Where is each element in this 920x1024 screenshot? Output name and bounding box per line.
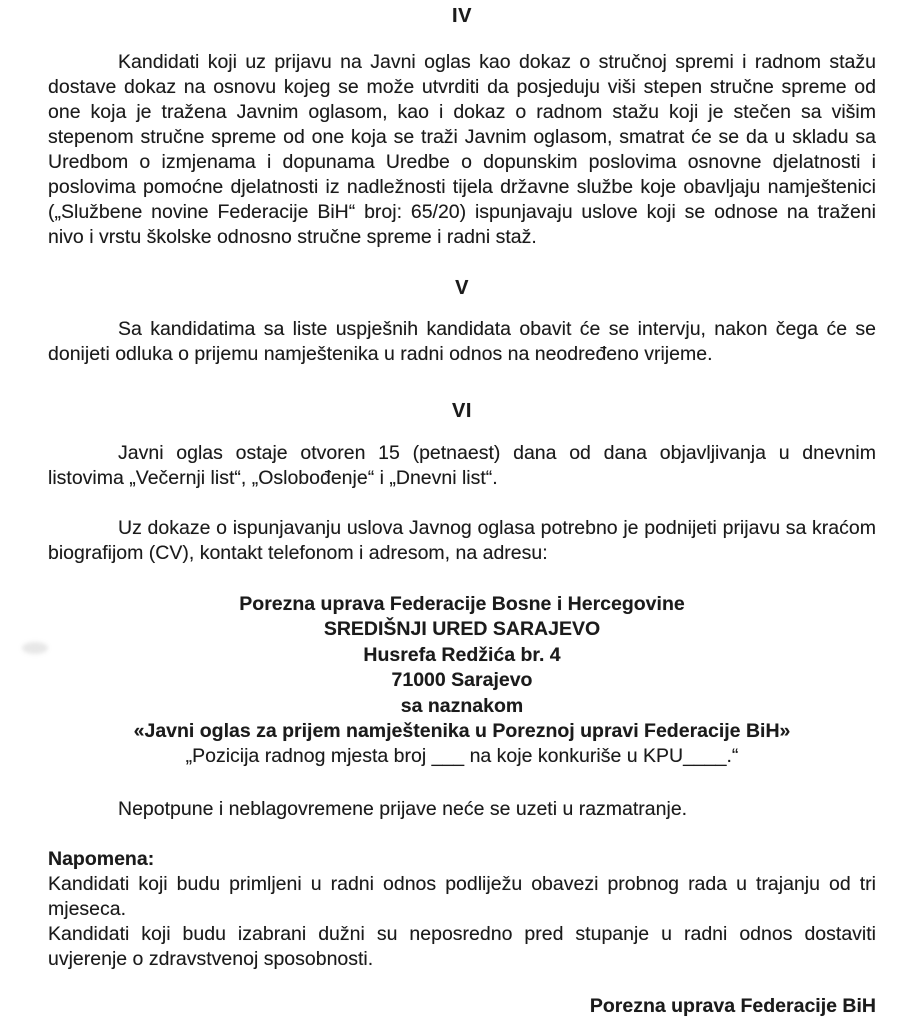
application-instructions-paragraph: Uz dokaze o ispunjavanju uslova Javnog oglasa potrebno je podnijeti prijavu sa kraćom biografijom (CV), kontakt telefonom i adresom, na adresu: [48,517,876,564]
address-line-subject: «Javni oglas za prijem namještenika u Poreznoj upravi Federacije BiH» [133,720,791,743]
section-v-paragraph: Sa kandidatima sa liste uspješnih kandidata obavit će se intervju, nakon čega će se donijeti odluka o prijemu namještenika u radni odnos na neodređeno vrijeme. [48,318,876,365]
signature-issuer: Porezna uprava Federacije BiH [589,994,876,1017]
section-heading-iv: IV [452,5,472,27]
address-line-street: Husrefa Redžića br. 4 [363,643,561,666]
address-line-city: 71000 Sarajevo [391,669,533,692]
scan-artifact [22,642,48,654]
address-line-office: SREDIŠNJI URED SARAJEVO [323,618,601,641]
address-line-position-blank: „Pozicija radnog mjesta broj ___ na koje konkuriše u KPU____.“ [185,745,739,768]
section-heading-v: V [455,277,469,299]
remark-section [48,847,876,972]
address-block [48,592,876,770]
address-line-institution: Porezna uprava Federacije Bosne i Hercegovine [239,593,685,615]
section-heading-vi: VI [452,400,472,422]
incomplete-applications-note: Nepotpune i neblagovremene prijave neće se uzeti u razmatranje. [118,797,688,820]
remark-item-health-certificate: Kandidati koji budu izabrani dužni su neposredno pred stupanje u radni odnos dostaviti uvjerenje o zdravstvenoj sposobnosti. [48,922,876,970]
section-vi-paragraph: Javni oglas ostaje otvoren 15 (petnaest) dana od dana objavljivanja u dnevnim listovima „Večernji list“, „Oslobođenje“ i „Dnevni list“. [48,442,876,489]
remark-item-probation: Kandidati koji budu primljeni u radni odnos podliježu obavezi probnog rada u trajanju od tri mjeseca. [48,872,876,920]
address-line-note-label: sa naznakom [400,694,524,717]
section-iv-paragraph: Kandidati koji uz prijavu na Javni oglas kao dokaz o stručnoj spremi i radnom stažu dostave dokaz na osnovu kojeg se može utvrditi da posjeduju viši stepen stručne spreme od one koja je tražena Javnim oglasom, kao i dokaz o radnom stažu koji je stečen sa višim stepenom stručne spreme od one koja se traži Javnim oglasom, smatrat će se da u skladu sa Uredbom o izmjenama i dopunama Uredbe o dopunskim poslovima osnovne djelatnosti i poslovima pomoćne djelatnosti iz nadležnosti tijela državne službe koje obavljaju namještenici („Službene novine Federacije BiH“ broj: 65/20) ispunjavaju uslove koji se odnose na traženi nivo i vrstu školske odnosno stručne spreme i radni staž. [48,51,876,248]
remark-label: Napomena: [48,847,155,870]
